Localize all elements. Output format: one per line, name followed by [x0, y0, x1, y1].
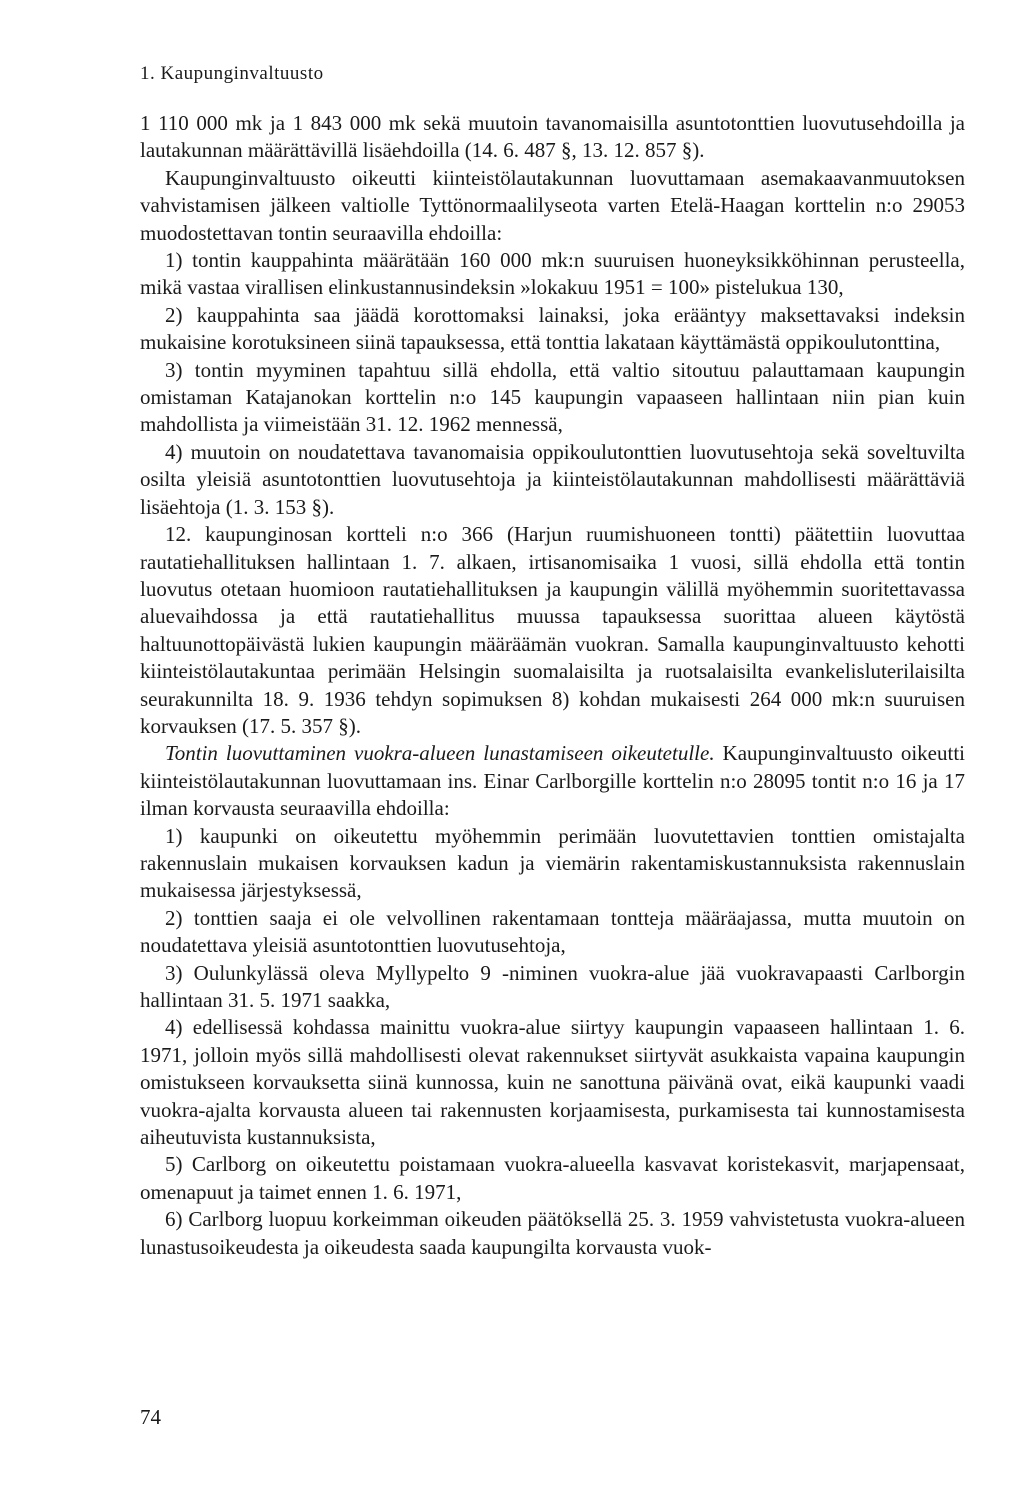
section-heading: Tontin luovuttaminen vuokra-alueen lunastamiseen oikeutetulle.: [165, 741, 715, 766]
paragraph: 12. kaupunginosan kortteli n:o 366 (Harjun ruumishuoneen tontti) päätettiin luovuttaa rautatiehallituksen hallintaan 1. 7. alkaen, irtisanomisaika 1 vuosi, sillä ehdolla että tontin luovutus otetaan huomioon rautatiehallituksen ja kaupungin välillä myöhemmin suoritettavassa aluevaihdossa ja että rautatiehallitus muussa tapauksessa suorittaa alueen käytöstä haltuunottopäivästä lukien kaupungin määräämän vuokran. Samalla kaupunginvaltuusto kehotti kiinteistölautakuntaa perimään Helsingin suomalaisilta ja ruotsalaisilta evankelisluterilaisilta seurakunnilta 18. 9. 1936 tehdyn sopimuksen 8) kohdan mukaisesti 264 000 mk:n suuruisen korvauksen (17. 5. 357 §).: [140, 522, 965, 738]
body-text: [140, 110, 965, 1261]
list-item: 4) edellisessä kohdassa mainittu vuokra-alue siirtyy kaupungin vapaaseen hallintaan 1. 6. 1971, jolloin myös sillä mahdollisesti olevat rakennukset siirtyvät asukkaista vapaina kaupungin omistukseen korvauksetta siinä kunnossa, kuin ne sanottuna päivänä ovat, eikä kaupunki vaadi vuokra-ajalta korvausta alueen tai rakennusten korjaamisesta, purkamisesta tai kunnostamisesta aiheutuvista kustannuksista,: [140, 1015, 965, 1150]
list-item: 2) tonttien saaja ei ole velvollinen rakentamaan tontteja määräajassa, mutta muutoin on noudatettava yleisiä asuntotonttien luovutusehtoja,: [140, 905, 965, 958]
paragraph-with-heading: [140, 740, 965, 822]
list-item: 3) tontin myyminen tapahtuu sillä ehdolla, että valtio sitoutuu palauttamaan kaupungin omistaman Katajanokan korttelin n:o 145 kaupungin vapaaseen hallintaan niin pian kuin mahdollista ja viimeistään 31. 12. 1962 mennessä,: [140, 357, 965, 437]
list-item: 6) Carlborg luopuu korkeimman oikeuden päätöksellä 25. 3. 1959 vahvistetusta vuokra-alueen lunastusoikeudesta ja oikeudesta saada kaupungilta korvausta vuok-: [140, 1207, 965, 1259]
list-item: 4) muutoin on noudatettava tavanomaisia oppikoulutonttien luovutusehtoja sekä soveltuvilta osilta yleisiä asuntotonttien luovutusehtoja ja kiinteistölautakunnan mahdollisesti määrättäviä lisäehtoja (1. 3. 153 §).: [140, 439, 965, 519]
paragraph: 1 110 000 mk ja 1 843 000 mk sekä muutoin tavanomaisilla asuntotonttien luovutusehdoilla ja lautakunnan määrättävillä lisäehdoilla (14. 6. 487 §, 13. 12. 857 §).: [140, 111, 965, 163]
list-item: 3) Oulunkylässä oleva Myllypelto 9 -niminen vuokra-alue jää vuokravapaasti Carlborgin hallintaan 31. 5. 1971 saakka,: [140, 960, 965, 1012]
list-item: 1) tontin kauppahinta määrätään 160 000 mk:n suuruisen huoneyksikköhinnan perusteella, mikä vastaa virallisen elinkustannusindeksin »lokakuu 1951 = 100» pistelukua 130,: [140, 248, 965, 300]
paragraph-text: Kaupunginvaltuusto oikeutti kiinteistölautakunnan luovuttamaan ins. Einar Carlborgille korttelin n:o 28095 tontit n:o 16 ja 17 ilman korvausta seuraavilla ehdoilla:: [140, 741, 965, 821]
list-item: 1) kaupunki on oikeutettu myöhemmin perimään luovutettavien tonttien omistajalta rakennuslain mukaisen korvauksen kadun ja viemärin rakentamiskustannuksista rakennuslain mukaisessa järjestyksessä,: [140, 823, 965, 903]
list-item: 5) Carlborg on oikeutettu poistamaan vuokra-alueella kasvavat koristekasvit, marjapensaat, omenapuut ja taimet ennen 1. 6. 1971,: [140, 1152, 965, 1204]
paragraph: Kaupunginvaltuusto oikeutti kiinteistölautakunnan luovuttamaan asemakaavanmuutoksen vahvistamisen jälkeen valtiolle Tyttönormaalilyseota varten Etelä-Haagan korttelin n:o 29053 muodostettavan tontin seuraavilla ehdoilla:: [140, 165, 965, 245]
list-item: 2) kauppahinta saa jäädä korottomaksi lainaksi, joka erääntyy maksettavaksi indeksin mukaisine korotuksineen siinä tapauksessa, että tonttia lakataan käyttämästä oppikoulutonttina,: [140, 302, 965, 355]
page-number: 74: [140, 1405, 161, 1429]
page-content: [140, 62, 965, 1261]
running-head: 1. Kaupunginvaltuusto: [140, 63, 324, 84]
